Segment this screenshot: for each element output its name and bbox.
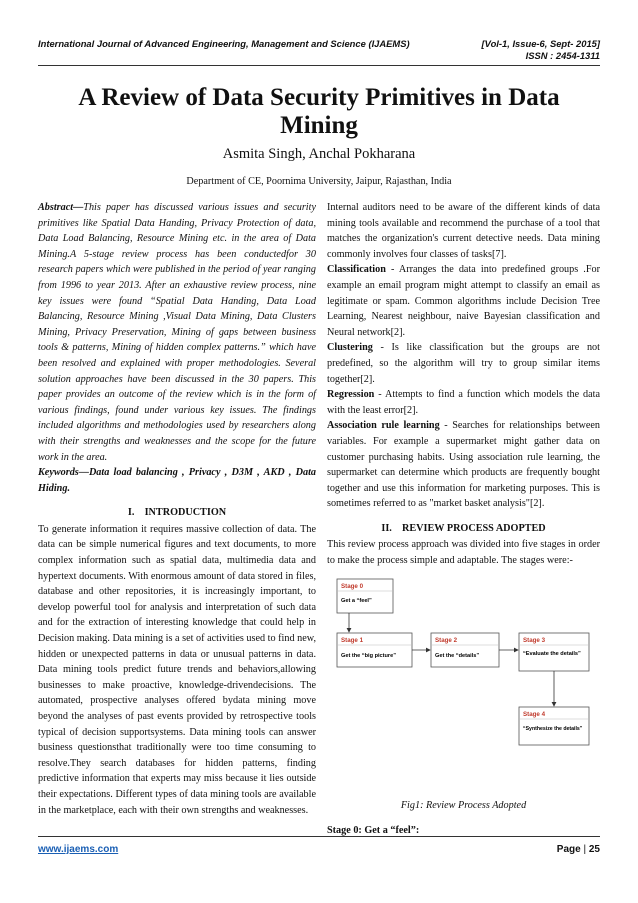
stage-0-desc: Get a “feel” (341, 597, 372, 604)
review-process-figure (327, 575, 600, 798)
stage-3-desc (523, 651, 581, 657)
paper-authors: Asmita Singh, Anchal Pokharana (222, 146, 416, 162)
stage-4-title: Stage 4 (523, 710, 546, 718)
abstract (38, 200, 316, 465)
stage-3-title: Stage 3 (523, 636, 546, 644)
stage-0-heading: Stage 0: Get a “feel”: (327, 825, 420, 837)
issn: ISSN : 2454-1311 (525, 50, 600, 61)
regression-term: Regression (327, 389, 375, 401)
clustering-term: Clustering (327, 342, 373, 354)
stage-4-desc (523, 726, 583, 732)
stage-1-title: Stage 1 (341, 636, 364, 644)
classification-paragraph (327, 262, 600, 340)
abstract-text: This paper has discussed various issues and security primitives like Spatial Data Handing, Privacy Protection of data, Data Load Balancing, Resource Mining etc. in the area of Data Mining.A 5-stage review process has been conductedfor 30 research papers which were published in the period of year ranging from 1996 to year 2013. After an exhaustive review process, nine key issues were found “Spatial Data Handing, Data Load Balancing, Resource Mining ,Visual Data Mining, Data Clusters Mining, Privacy Preservation, Mining of gaps between business tools & patterns, Mining of hidden complex patterns.” which have been resolved and explained with proper methodologies. Several solution approaches have been discussed in the 30 papers. This paper provides an outcome of the review which is in the form of various findings, found under various key issues. The findings included algorithms and methodologies used by researchers along with their strengths and weaknesses and the scope for the future work in the area. (38, 202, 316, 463)
association-text: - Searches for relationships between variables. For example a supermarket might gather data on customer purchasing habits. Using association rule learning, the supermarket can determine which products are frequently bought together and use this information for marketing purposes. This is sometimes referred to as "market basket analysis"[2]. (327, 420, 600, 510)
stage-4-box (519, 707, 589, 745)
page-number-value: 25 (588, 844, 600, 855)
right-column (327, 200, 600, 839)
association-term: Association rule learning (327, 420, 440, 432)
left-column (38, 200, 316, 818)
regression-text: - Attempts to find a function which models the data with the least error[2]. (327, 389, 600, 416)
stage-0-title: Stage 0 (341, 582, 364, 590)
journal-website-link[interactable]: www.ijaems.com (38, 844, 119, 855)
page-number: Page | 25 (556, 844, 600, 855)
footer-rule (38, 836, 600, 837)
paper-title: A Review of Data Security Primitives in Data Mining (78, 84, 560, 139)
stage-2-title: Stage 2 (435, 636, 458, 644)
introduction-text: To generate information it requires massive collection of data. The data can be simple numerical figures and text documents, to more complex information such as spatial data, multimedia data and hypertext documents. With enormous amount of data stored in files, database and other repositories, it is increasingly important, to develop powerful tool for analysis and interpretation of such data and for the extraction of interesting knowledge that could help in Decision making. Data mining is a set of activities used to find new, hidden or unexpected patterns in data or unusual patterns in data. Data mining tools predict future trends and behaviors,allowing businesses to make proactive, knowledge-drivendecisions. The automated, prospective analyses offered bydata mining move beyond the analyses of past events provided by retrospective tools typical of decision supportsystems. Data mining tools can answer business questionsthat traditionally were too time consuming to resolve.They search databases for hidden patterns, finding predictive information that experts may miss because it lies outside their expectations. Different types of data mining tools are available in the marketplace, each with their own strengths and weaknesses. (38, 523, 316, 816)
data-mining-tasks-intro: Internal auditors need to be aware of the different kinds of data mining tools available and recommend the purchase of a tool that matches the organization's current detective needs. Data mining commonly involves four classes of tasks[7]. (327, 202, 600, 260)
regression-paragraph (327, 387, 600, 418)
clustering-paragraph (327, 340, 600, 387)
section-heading-introduction: I. INTRODUCTION (127, 507, 227, 519)
figure-caption: Fig1: Review Process Adopted (400, 799, 527, 811)
classification-term: Classification (327, 264, 386, 276)
association-paragraph (327, 418, 600, 512)
stage-2-desc: Get the “details” (435, 652, 480, 659)
volume-info: [Vol-1, Issue-6, Sept- 2015] (481, 38, 600, 49)
clustering-text: - Is like classification but the groups are not predefined, so the algorithm will try to group similar items together[2]. (327, 342, 600, 385)
keywords: Keywords—Data load balancing , Privacy , D3M , AKD , Data Hiding. (38, 467, 316, 494)
stage-1-desc: Get the “big picture” (341, 652, 397, 659)
stage-3-box (519, 633, 589, 671)
page-header (38, 38, 600, 66)
journal-name: International Journal of Advanced Engineering, Management and Science (IJAEMS) (38, 38, 410, 49)
page-label: Page (556, 844, 581, 855)
stage-4-desc-text: “Synthesize the details” (523, 725, 583, 732)
classification-text: - Arranges the data into predefined groups .For example an email program might attempt to classify an email as legitimate or spam. Common algorithms include Decision Tree Learning, Nearest neighbour, naive Bayesian classification and Neural network[2]. (327, 264, 600, 338)
stage-1-box (337, 633, 412, 667)
stage-0-box (337, 579, 393, 613)
author-affiliation: Department of CE, Poornima University, Jaipur, Rajasthan, India (186, 176, 452, 187)
section-heading-review-process: II. REVIEW PROCESS ADOPTED (381, 522, 546, 534)
stage-3-desc-text: “Evaluate the details” (523, 650, 581, 657)
header-rule (38, 65, 600, 66)
review-process-diagram (327, 575, 600, 798)
page-footer (38, 836, 600, 855)
abstract-label: Abstract— (38, 202, 84, 213)
review-process-text: This review process approach was divided into five stages in order to make the process simple and adaptable. The stages were:- (327, 539, 600, 567)
stage-2-box (431, 633, 499, 667)
